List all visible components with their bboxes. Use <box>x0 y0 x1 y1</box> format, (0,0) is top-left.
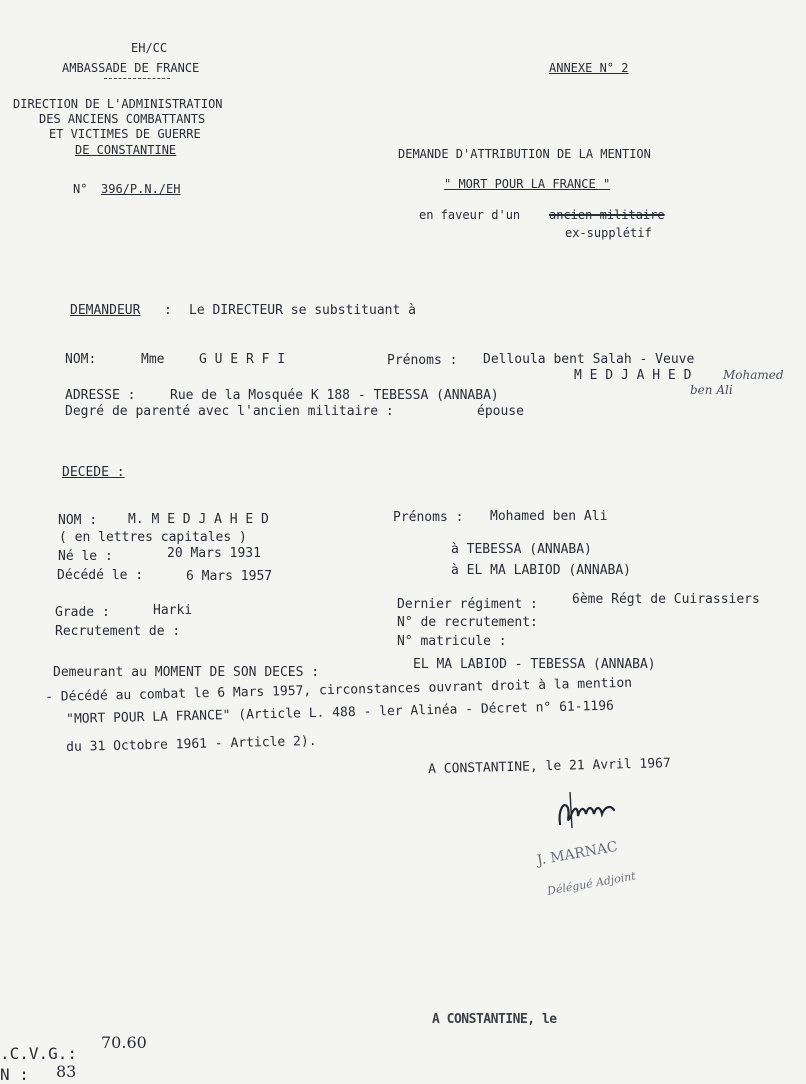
ocvg-value: 70.60 <box>101 1033 147 1052</box>
demandeur-veuve-name: M E D J A H E D <box>574 368 692 383</box>
demandeur-prenoms-value: Delloula bent Salah - Veuve <box>483 352 695 367</box>
no-recrutement-label: N° de recrutement: <box>397 615 538 630</box>
ne-date: 20 Mars 1931 <box>167 546 261 561</box>
recrutement-label: Recrutement de : <box>55 624 181 639</box>
regiment-value: 6ème Régt de Cuirassiers <box>572 592 760 607</box>
ocvg-label: .C.V.G.: <box>0 1044 78 1063</box>
decede-prenoms-label: Prénoms : <box>393 510 464 525</box>
bottom-label: N : <box>0 1065 29 1084</box>
parente-value: épouse <box>477 404 524 419</box>
demandeur-nom-value: G U E R F I <box>199 352 286 367</box>
capitales-note: ( en lettres capitales ) <box>59 530 247 545</box>
grade-value: Harki <box>153 603 193 618</box>
decede-nom-label: NOM : <box>58 513 98 528</box>
decede-date-label: Décédé le : <box>57 568 144 583</box>
signature-place-date: A CONSTANTINE, le 21 Avril 1967 <box>428 756 671 777</box>
ne-label: Né le : <box>58 549 113 564</box>
circumstances-line-3: du 31 Octobre 1961 - Article 2). <box>66 733 317 755</box>
signatory-title: Délégué Adjoint <box>546 869 637 898</box>
decede-date: 6 Mars 1957 <box>186 569 273 584</box>
demandeur-adresse-label: ADRESSE : <box>65 388 136 403</box>
demandeur-text: Le DIRECTEUR se substituant à <box>189 303 416 318</box>
footer-stamp: A CONSTANTINE, le <box>432 1012 557 1027</box>
favor-struck: ancien militaire <box>549 208 665 222</box>
demandeur-prenoms-label: Prénoms : <box>387 353 458 368</box>
direction-line-1: DIRECTION DE L'ADMINISTRATION <box>13 97 223 111</box>
request-title: DEMANDE D'ATTRIBUTION DE LA MENTION <box>398 147 651 161</box>
number-value: 396/P.N./EH <box>101 182 181 196</box>
number-label: N° <box>73 182 88 196</box>
bottom-value: 83 <box>56 1062 77 1081</box>
no-matricule-label: N° matricule : <box>397 634 507 649</box>
grade-label: Grade : <box>55 605 110 620</box>
favor-value: ex-supplétif <box>565 226 652 240</box>
decede-label: DECEDE : <box>62 465 125 480</box>
annex-label: ANNEXE N° 2 <box>549 61 629 75</box>
signatory-name: J. MARNAC <box>535 838 619 869</box>
demandeur-veuve-rest: ben Ali <box>690 383 733 397</box>
direction-line-4: DE CONSTANTINE <box>75 143 177 157</box>
handwritten-signature <box>552 788 632 834</box>
decede-nom-value: M. M E D J A H E D <box>128 512 269 527</box>
demandeur-nom-label: NOM: <box>65 352 97 367</box>
demeurant-value: EL MA LABIOD - TEBESSA (ANNABA) <box>413 657 656 672</box>
regiment-label: Dernier régiment : <box>397 597 538 612</box>
request-mention: " MORT POUR LA FRANCE " <box>444 177 611 191</box>
demandeur-colon: : <box>164 303 172 318</box>
decede-prenoms-value: Mohamed ben Ali <box>490 509 608 524</box>
embassy-name: AMBASSADE DE FRANCE <box>62 61 200 75</box>
demandeur-adresse-value: Rue de la Mosquée K 188 - TEBESSA (ANNABA) <box>170 388 499 403</box>
demandeur-veuve-first: Mohamed <box>723 368 784 382</box>
direction-line-3: ET VICTIMES DE GUERRE <box>49 127 201 141</box>
circumstances-line-1: - Décédé au combat le 6 Mars 1957, circonstances ouvrant droit à la mention <box>45 675 633 705</box>
decede-place: à EL MA LABIOD (ANNABA) <box>451 563 632 578</box>
demandeur-nom-title: Mme <box>141 352 165 367</box>
circumstances-line-2: "MORT POUR LA FRANCE" (Article L. 488 - ler Alinéa - Décret n° 61-1196 <box>66 698 615 727</box>
direction-line-2: DES ANCIENS COMBATTANTS <box>39 112 206 126</box>
parente-label: Degré de parenté avec l'ancien militaire : <box>65 404 394 419</box>
ne-place: à TEBESSA (ANNABA) <box>451 542 592 557</box>
ref-code: EH/CC <box>131 41 168 55</box>
favor-prefix: en faveur d'un <box>419 208 521 222</box>
demandeur-label: DEMANDEUR <box>70 303 141 318</box>
embassy-rule <box>104 78 170 79</box>
demeurant-label: Demeurant au MOMENT DE SON DECES : <box>53 665 320 680</box>
